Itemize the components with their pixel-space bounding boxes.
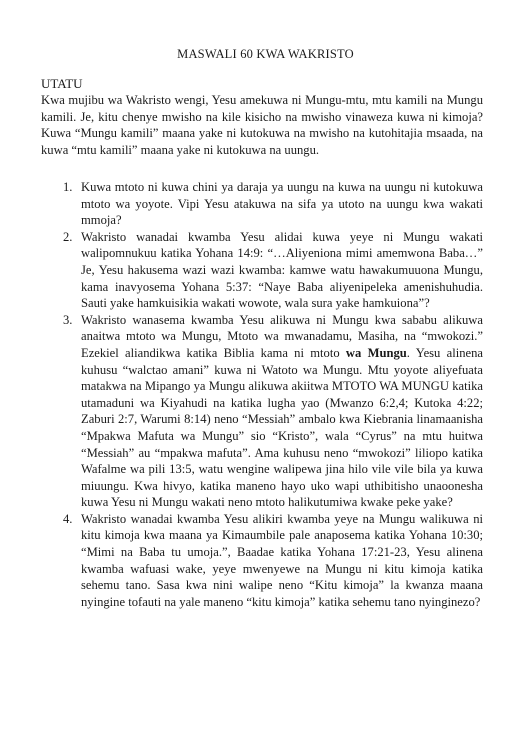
question-list [41,179,483,610]
question-text: Wakristo wanadai kwamba Yesu alikiri kwamba yeye na Mungu walikuwa ni kitu kimoja kwa maana ya Kimaumbile pale anaposema katika Yohana 10:30; “Mimi na Baba tu umoja.”, Baadae katika Yohana 17:21-23, Yesu alinena kwamba wafuasi wake, yeye mwenyewe na Mungu ni kitu kimoja katika sehemu tano. Sasa kwa nini walipe neno “Kitu kimoja” la kwanza maana nyingine tofauti na yale maneno “kitu kimoja” katika sehemu tano nyinginezo? [81,511,483,609]
question-number: 1. [63,180,73,194]
question-text: Wakristo wanadai kwamba Yesu alidai kuwa yeye ni Mungu wakati walipomnukuu katika Yohana 14:9: “…Aliyeniona mimi amemwona Baba…” Je, Yesu hakusema wazi wazi kwamba: kamwe watu hawakumuuona Mungu, kama inavyosema Yohana 5:37: “Naye Baba aliyenipeleka amenishuhudia. Sauti yake hamkuisikia wakati wowote, wala sura yake hamkuiona”? [81,229,483,311]
question-number: 2. [63,229,73,244]
question-number: 4. [63,511,73,526]
question-text-part: . Yesu alinena kuhusu “walctao amani” kuwa ni Watoto wa Mungu. Mtu yoyote aliyefuata matakwa na Mipango ya Mungu alikuwa akiitwa MTOTO WA MUNGU katika utamaduni wa Kiyahudi na katika lugha yao (Mwanzo 6:2,4; Kutoka 4:22; Zaburi 2:7, Warumi 8:14) neno “Messiah” ambalo kwa Kiebrania linamaanisha “Mpakwa Mafuta wa Mungu” sio “Kristo”, wala “Cyrus” na mtu huitwa “Messiah” au “mpakwa mafuta”. Ama kuhusu neno “mwokozi” liliopo katika Wafalme wa pili 13:5, watu wengine walipewa jina hilo vile vile bila ya kuwa miuungu. Kwa hivyo, katika maneno hayo uko wapi uthibitisho unaoonesha kuwa Yesu ni Mungu wakati neno mtoto halikutumiwa kwake peke yake? [81,345,483,510]
question-number: 3. [63,312,73,327]
question-item [41,229,483,312]
question-item [41,312,483,511]
question-text-bold: wa Mungu [345,345,407,360]
document-title: MASWALI 60 KWA WAKRISTO [177,47,354,61]
section-heading: UTATU [41,76,83,91]
question-text: Kuwa mtoto ni kuwa chini ya daraja ya uungu na kuwa na uungu ni kutokuwa mtoto wa yoyote. Vipi Yesu atakuwa na sifa ya utoto na uungu kwa wakati mmoja? [81,180,483,228]
intro-paragraph: Kwa mujibu wa Wakristo wengi, Yesu amekuwa ni Mungu-mtu, mtu kamili na Mungu kamili. Je, kitu chenye mwisho na kile kisicho na mwisho vinaweza kuwa ni kimoja? Kuwa “Mungu kamili” maana yake ni kutokuwa na mwisho na kutohitajia msaada, na kuwa “mtu kamili” maana yake ni kutokuwa na uungu. [41,93,483,157]
question-item [41,511,483,611]
question-item [41,179,483,229]
question-text-part: Wakristo wanasema kwamba Yesu alikuwa ni Mungu kwa sababu alikuwa anaitwa mtoto wa Mungu, Mtoto wa mwanadamu, Masiha, na “mwokozi.” Ezekiel aliandikwa katika Biblia kama ni mtoto [81,312,483,360]
